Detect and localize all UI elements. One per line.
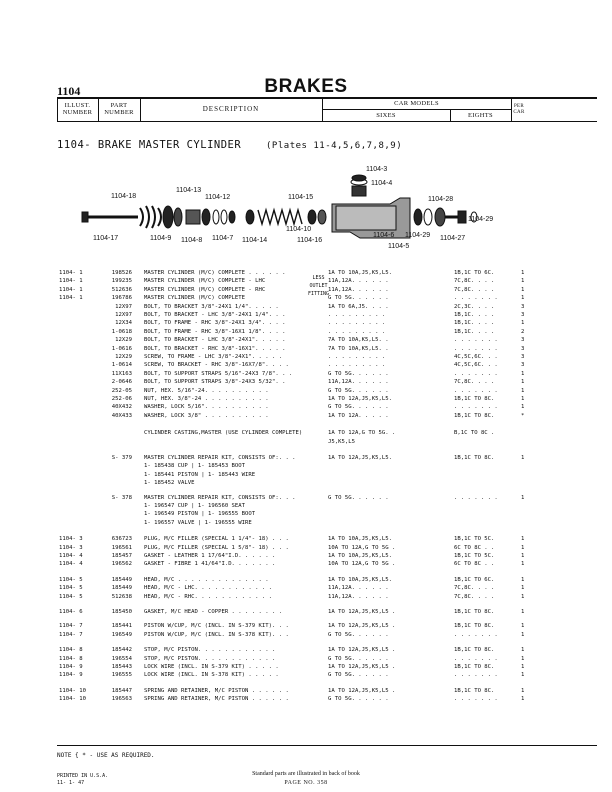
eights-cell: 7C,8C. . . . <box>454 585 495 592</box>
description-cell: 1- 185441 PISTON | 1- 185443 WIRE <box>144 471 256 478</box>
section-title: 1104- BRAKE MASTER CYLINDER <box>57 139 242 151</box>
part-number-cell: 196786 <box>111 295 132 302</box>
description-cell: PLUG, M/C FILLER (SPECIAL 1 1/4"- 18) . . . <box>144 536 289 543</box>
sixes-cell: G TO 5G. . . . . . <box>328 370 389 377</box>
per-car-cell: 1 <box>521 631 525 638</box>
illust-number-cell: 1104- 1 <box>59 278 83 285</box>
sixes-cell: 11A,12A. . . . . . <box>328 593 389 600</box>
per-car-cell: 1 <box>521 647 525 654</box>
sixes-cell: . . . . . . . . . <box>328 362 386 369</box>
part-number-cell: 185450 <box>111 609 132 615</box>
sixes-cell: . . . . . . . . . <box>328 320 386 327</box>
eights-cell: . . . . . . . <box>454 696 498 703</box>
per-car-cell: 1 <box>521 593 525 600</box>
eights-cell: 2C,3C. . . . <box>454 303 495 310</box>
part-number-cell: 196561 <box>111 544 132 551</box>
eights-cell: 1B,1C. . . . <box>454 320 495 327</box>
illust-number-cell: 1104- 5 <box>59 593 83 600</box>
table-row <box>0 593 612 602</box>
illust-number-cell: 1104- 4 <box>59 553 83 559</box>
description-cell: LOCK WIRE (INCL. IN S-378 KIT) . . . . . <box>144 672 279 679</box>
illust-number-cell: 1104- 9 <box>59 672 83 679</box>
callout-label: 1104-28 <box>428 196 454 203</box>
bracket-note: LESS OUTLET FITTING <box>308 275 330 297</box>
per-car-cell: 1 <box>521 687 525 694</box>
per-car-cell: 1 <box>521 494 525 501</box>
part-number-cell: 185457 <box>111 553 132 559</box>
page-title: BRAKES <box>264 76 348 97</box>
description-cell: 1- 196547 CUP | 1- 196560 SEAT <box>144 503 246 509</box>
callout-label: 1104-16 <box>297 237 323 244</box>
note: NOTE { * - USE AS REQUIRED. <box>57 752 155 759</box>
per-car-cell: 1 <box>521 655 525 662</box>
description-cell: GASKET - FIBRE 1 41/64"I.D. . . . . . . <box>144 561 276 568</box>
part-number-cell: 252-05 <box>111 387 132 394</box>
callout-label: 1104-18 <box>111 193 137 200</box>
eights-cell: 7C,8C. . . . <box>454 286 495 293</box>
part-number-cell: 199235 <box>111 278 132 285</box>
per-car-cell: 3 <box>521 354 525 360</box>
description-cell: CYLINDER CASTING,MASTER (USE CYLINDER COMPLETE) <box>144 430 303 437</box>
eights-cell: . . . . . . . <box>454 387 498 394</box>
description-cell: HEAD, M/C - LHC. . . . . . . . . . . . <box>144 585 272 592</box>
description-cell: STOP, M/C PISTON. . . . . . . . . . . . <box>144 655 276 662</box>
table-row <box>0 479 612 488</box>
callout-label: 1104-3 <box>366 166 388 173</box>
illust-number-cell: 1104- 5 <box>59 576 83 583</box>
description-cell: HEAD, M/C - RHC. . . . . . . . . . . . <box>144 593 272 600</box>
per-car-cell: 1 <box>521 278 525 285</box>
description-cell: PLUG, M/C FILLER (SPECIAL 1 5/8"- 18) . . . <box>144 544 289 551</box>
per-car-cell: 1 <box>521 379 525 386</box>
description-cell: BOLT, TO BRACKET - LHC 3/8"-24X1". . . . . <box>144 337 286 344</box>
description-cell: BOLT, TO SUPPORT STRAPS 5/16"-24X3 7/8". . . <box>144 370 293 377</box>
per-car-cell: 3 <box>521 362 525 369</box>
table-row <box>0 560 612 569</box>
part-number-cell: 1-0618 <box>111 328 132 335</box>
eights-cell: 1B,1C TO 8C. <box>454 396 495 402</box>
description-cell: SCREW, TO FRAME - LHC 3/8"-24X1". . . . . <box>144 354 283 360</box>
description-cell: MASTER CYLINDER REPAIR KIT, CONSISTS OF:. . . <box>144 455 296 461</box>
part-number-cell: S- 379 <box>111 455 132 461</box>
part-number-cell: 512638 <box>111 593 132 600</box>
sixes-cell: 1A TO 12A,J5,K5,L5 . <box>328 609 396 615</box>
header-top-rule <box>57 97 597 99</box>
car-models-header: CAR MODELS <box>394 100 439 107</box>
description-cell: NUT, HEX. 5/16"-24. . . . . . . . . . <box>144 387 269 394</box>
description-cell: 1- 185452 VALVE <box>144 480 195 487</box>
header-divider <box>322 109 511 110</box>
table-row <box>0 438 612 447</box>
description-cell: HEAD, M/C . . . . . . . . . . . . . . <box>144 576 269 583</box>
illust-number-header: ILLUST. NUMBER <box>62 102 93 116</box>
per-car-cell: 3 <box>521 312 525 318</box>
callout-label: 1104-15 <box>288 194 314 201</box>
per-car-cell: 1 <box>521 561 525 568</box>
eights-cell: . . . . . . . <box>454 295 498 302</box>
per-car-cell: 1 <box>521 609 525 615</box>
sixes-cell: 1A TO 12A,J5,K5,L5 . <box>328 687 396 694</box>
eights-cell: 7C,8C. . . . <box>454 593 495 600</box>
table-row <box>0 608 612 617</box>
eights-cell: 7C,8C. . . . <box>454 278 495 285</box>
per-car-cell: 1 <box>521 286 525 293</box>
illust-number-cell: 1104- 7 <box>59 623 83 630</box>
description-cell: MASTER CYLINDER (M/C) COMPLETE <box>144 295 246 302</box>
part-number-cell: 636723 <box>111 536 132 543</box>
eights-cell: 1B,1C. . . . <box>454 328 495 335</box>
sixes-cell: 1A TO 12A. . . . . <box>328 412 389 419</box>
description-cell: MASTER CYLINDER (M/C) COMPLETE - RHC <box>144 286 266 293</box>
sixes-cell: 11A,12A. . . . . . <box>328 278 389 285</box>
sixes-cell: . . . . . . . . . <box>328 354 386 360</box>
part-number-cell: 12X97 <box>115 312 132 318</box>
callout-label: 1104-10 <box>286 226 312 233</box>
description-cell: SPRING AND RETAINER, M/C PISTON . . . . . . <box>144 696 289 703</box>
sixes-cell: 1A TO 10A,J5,K5,L5. <box>328 576 392 583</box>
sixes-cell: 11A,12A. . . . . . <box>328 286 389 293</box>
header-bottom-rule <box>57 121 597 122</box>
page-number-footer: PAGE NO. 358 <box>284 780 328 786</box>
part-number-cell: 185443 <box>111 664 132 670</box>
per-car-cell: 1 <box>521 664 525 670</box>
part-number-cell: 512636 <box>111 286 132 293</box>
description-cell: WASHER, LOCK 5/16". . . . . . . . . . <box>144 404 269 411</box>
part-number-cell: 185449 <box>111 576 132 583</box>
eights-cell: 1B,1C TO 5C. <box>454 553 495 559</box>
callout-label: 1104-29 <box>405 232 431 239</box>
per-car-cell: 1 <box>521 404 525 411</box>
eights-cell: 6C TO 8C . . <box>454 561 495 568</box>
description-cell: GASKET, M/C HEAD - COPPER . . . . . . . . <box>144 609 283 615</box>
per-car-cell: 1 <box>521 576 525 583</box>
eights-cell: 7C,8C. . . . <box>454 379 495 386</box>
per-car-cell: 3 <box>521 337 525 344</box>
eights-cell: B,1C TO 8C . <box>454 430 495 437</box>
section-plates: (Plates 11-4,5,6,7,8,9) <box>266 141 403 151</box>
callout-label: 1104-5 <box>388 243 410 250</box>
eights-cell: 4C,5C,6C. . . <box>454 362 498 369</box>
eights-cell: 4C,5C,6C. . . <box>454 354 498 360</box>
description-cell: WASHER, LOCK 3/8" . . . . . . . . . . <box>144 412 269 419</box>
part-number-cell: 196555 <box>111 672 132 679</box>
callout-label: 1104-29 <box>468 216 494 223</box>
sixes-cell: 1A TO 10A,J5,K5,L5. <box>328 553 392 559</box>
sixes-cell: . . . . . . . . . <box>328 312 386 318</box>
description-cell: BOLT, TO FRAME - RHC 3/8"-16X1 1/8". . . . <box>144 328 286 335</box>
sixes-cell: G TO 5G. . . . . . <box>328 295 389 302</box>
description-cell: 1- 185438 CUP | 1- 185453 BOOT <box>144 463 246 470</box>
callout-label: 1104-27 <box>440 235 466 242</box>
eights-cell: . . . . . . . <box>454 631 498 638</box>
part-number-cell: 40X433 <box>111 412 132 419</box>
part-number-cell: 12X34 <box>115 320 132 327</box>
table-row <box>0 412 612 421</box>
sixes-cell: G TO 5G. . . . . . <box>328 387 389 394</box>
sixes-cell: G TO 5G. . . . . . <box>328 696 389 703</box>
per-car-cell: 1 <box>521 396 525 402</box>
printed-info: PRINTED IN U.S.A. 11- 1- 47 <box>57 773 109 786</box>
callout-label: 1104-17 <box>93 235 119 242</box>
eights-cell: . . . . . . . <box>454 494 498 501</box>
per-car-cell: 1 <box>521 455 525 461</box>
description-cell: SCREW, TO BRACKET - RHC 3/8"-16X7/8". . . . <box>144 362 289 369</box>
part-number-cell: 12X97 <box>115 303 132 310</box>
sixes-header: SIXES <box>376 112 396 119</box>
description-cell: MASTER CYLINDER REPAIR KIT, CONSISTS OF:. . . <box>144 494 296 501</box>
eights-cell: 6C TO 8C . . <box>454 544 495 551</box>
per-car-cell: 1 <box>521 370 525 377</box>
master-cylinder-diagram <box>60 160 520 260</box>
callout-label: 1104-4 <box>371 180 393 187</box>
description-cell: BOLT, TO BRACKET - RHC 3/8"-16X1". . . . . <box>144 345 286 352</box>
page-number: 1104 <box>57 84 81 98</box>
description-cell: 1- 196557 VALVE | 1- 196555 WIRE <box>144 519 252 526</box>
sixes-cell: . . . . . . . . . <box>328 328 386 335</box>
sixes-cell: G TO 5G. . . . . . <box>328 404 389 411</box>
per-car-cell: 1 <box>521 320 525 327</box>
per-car-cell: 1 <box>521 544 525 551</box>
callout-label: 1104-6 <box>373 232 395 239</box>
note-divider <box>57 745 597 746</box>
sixes-cell: G TO 5G. . . . . . <box>328 655 389 662</box>
per-car-cell: 3 <box>521 345 525 352</box>
eights-cell: . . . . . . . <box>454 370 498 377</box>
illust-number-cell: 1104- 1 <box>59 295 83 302</box>
callout-label: 1104-12 <box>205 194 231 201</box>
sixes-cell: 1A TO 12A,J5,K5,L5. <box>328 455 392 461</box>
description-cell: MASTER CYLINDER (M/C) COMPLETE - LHC <box>144 278 266 285</box>
sixes-cell: 10A TO 12A,G TO 5G . <box>328 561 396 568</box>
eights-cell: 1B,1C TO 8C. <box>454 664 495 670</box>
part-number-cell: 185449 <box>111 585 132 592</box>
description-cell: PISTON W/CUP, M/C (INCL. IN S-379 KIT). . . <box>144 623 289 630</box>
part-number-cell: 198526 <box>111 270 132 276</box>
part-number-cell: 1-0616 <box>111 345 132 352</box>
sixes-cell: 1A TO 12A,J5,K5,L5. <box>328 396 392 402</box>
sixes-cell: 1A TO 6A,J5. . . . <box>328 303 389 310</box>
eights-cell: . . . . . . . <box>454 345 498 352</box>
part-number-cell: 12X29 <box>115 354 132 360</box>
eights-cell: 1B,1C. . . . <box>454 312 495 318</box>
callout-label: 1104-13 <box>176 187 202 194</box>
standard-parts-note: Standard parts are illustrated in back of book <box>252 771 360 777</box>
description-cell: PISTON W/CUP, M/C (INCL. IN S-378 KIT). . . <box>144 631 289 638</box>
part-number-cell: 1-0614 <box>111 362 132 369</box>
description-cell: BOLT, TO BRACKET - LHC 3/8"-24X1 1/4". . . <box>144 312 286 318</box>
sixes-cell: G TO 5G. . . . . . <box>328 631 389 638</box>
description-cell: STOP, M/C PISTON. . . . . . . . . . . . <box>144 647 276 654</box>
eights-cell: 1B,1C TO 6C. <box>454 270 495 276</box>
callout-label: 1104-9 <box>150 235 172 242</box>
per-car-cell: 1 <box>521 553 525 559</box>
description-cell: MASTER CYLINDER (M/C) COMPLETE . . . . . . <box>144 270 286 276</box>
illust-number-cell: 1104- 3 <box>59 544 83 551</box>
illust-number-cell: 1104- 10 <box>59 696 86 703</box>
section-heading <box>57 139 402 151</box>
sixes-cell: 10A TO 12A,G TO 5G . <box>328 544 396 551</box>
description-cell: BOLT, TO SUPPORT STRAPS 3/8"-24X3 5/32". . <box>144 379 286 386</box>
eights-cell: 1B,1C TO 8C. <box>454 412 495 419</box>
eights-cell: 1B,1C TO 8C. <box>454 455 495 461</box>
eights-cell: . . . . . . . <box>454 655 498 662</box>
eights-cell: . . . . . . . <box>454 337 498 344</box>
per-car-cell: 1 <box>521 585 525 592</box>
per-car-cell: 3 <box>521 303 525 310</box>
illust-number-cell: 1104- 5 <box>59 585 83 592</box>
sixes-cell: G TO 5G. . . . . . <box>328 494 389 501</box>
per-car-cell: 1 <box>521 696 525 703</box>
per-car-cell: 1 <box>521 295 525 302</box>
per-car-header: PER CAR <box>513 104 525 115</box>
sixes-cell: 11A,12A. . . . . . <box>328 379 389 386</box>
sixes-cell: 1A TO 12A,J5,K5,L5 . <box>328 623 396 630</box>
part-number-cell: 196554 <box>111 655 132 662</box>
eights-cell: 1B,1C TO 6C. <box>454 576 495 583</box>
description-cell: BOLT, TO BRACKET 3/8"-24X1 1/4". . . . . <box>144 303 279 310</box>
part-number-header: PART NUMBER <box>104 102 134 116</box>
eights-cell: 1B,1C TO 5C. <box>454 536 495 543</box>
description-cell: LOCK WIRE (INCL. IN S-379 KIT) . . . . . <box>144 664 279 670</box>
per-car-cell: 1 <box>521 623 525 630</box>
per-car-cell: 1 <box>521 536 525 543</box>
callout-label: 1104-14 <box>242 237 268 244</box>
part-number-cell: 185442 <box>111 647 132 654</box>
eights-cell: . . . . . . . <box>454 404 498 411</box>
sixes-cell: 1A TO 10A,J5,K5,L5. <box>328 270 392 276</box>
eights-cell: 1B,1C TO 8C. <box>454 647 495 654</box>
per-car-cell: * <box>521 412 525 419</box>
part-number-cell: 252-06 <box>111 396 132 402</box>
description-cell: NUT, HEX. 3/8"-24 . . . . . . . . . . <box>144 396 269 402</box>
part-number-cell: 11X163 <box>111 370 132 377</box>
sixes-cell: 1A TO 12A,J5,K5,L5 . <box>328 664 396 670</box>
callout-label: 1104-8 <box>181 237 203 244</box>
sixes-cell: J5,K5,L5 <box>328 438 355 445</box>
sixes-cell: 7A TO 10A,K5,L5. . <box>328 337 389 344</box>
description-cell: BOLT, TO FRAME - RHC 3/8"-24X1 3/4". . . . <box>144 320 286 327</box>
part-number-cell: S- 378 <box>111 494 132 501</box>
sixes-cell: 1A TO 12A,G TO 5G. . <box>328 430 396 437</box>
part-number-cell: 40X432 <box>111 404 132 411</box>
part-number-cell: 185441 <box>111 623 132 630</box>
illust-number-cell: 1104- 3 <box>59 536 83 543</box>
illust-number-cell: 1104- 4 <box>59 561 83 568</box>
eights-cell: . . . . . . . <box>454 672 498 679</box>
per-car-cell: 1 <box>521 270 525 276</box>
part-number-cell: 196549 <box>111 631 132 638</box>
eights-cell: 1B,1C TO 8C. <box>454 687 495 694</box>
eights-cell: 1B,1C TO 8C. <box>454 609 495 615</box>
illust-number-cell: 1104- 9 <box>59 664 83 670</box>
sixes-cell: 7A TO 10A,K5,L5. . <box>328 345 389 352</box>
callout-label: 1104-7 <box>212 235 234 242</box>
illust-number-cell: 1104- 8 <box>59 655 83 662</box>
illust-number-cell: 1104- 1 <box>59 286 83 293</box>
part-number-cell: 196562 <box>111 561 132 568</box>
sixes-cell: G TO 5G. . . . . . <box>328 672 389 679</box>
description-header: DESCRIPTION <box>202 105 260 113</box>
per-car-cell: 2 <box>521 328 525 335</box>
table-row <box>0 695 612 704</box>
description-cell: GASKET - LEATHER 1 17/64"I.D. . . . . . <box>144 553 276 559</box>
eights-header: EIGHTS <box>468 112 493 119</box>
table-row <box>0 671 612 680</box>
illust-number-cell: 1104- 1 <box>59 270 83 276</box>
illust-number-cell: 1104- 6 <box>59 609 83 615</box>
sixes-cell: 1A TO 10A,J5,K5,L5. <box>328 536 392 543</box>
part-number-cell: 12X29 <box>115 337 132 344</box>
sixes-cell: 11A,12A. . . . . . <box>328 585 389 592</box>
table-row <box>0 519 612 528</box>
per-car-cell: 1 <box>521 672 525 679</box>
table-row <box>0 631 612 640</box>
part-number-cell: 196563 <box>111 696 132 703</box>
illust-number-cell: 1104- 8 <box>59 647 83 654</box>
description-cell: 1- 196549 PISTON | 1- 196555 BOOT <box>144 511 256 518</box>
sixes-cell: 1A TO 12A,J5,K5,L5 . <box>328 647 396 654</box>
per-car-cell: 1 <box>521 387 525 394</box>
illust-number-cell: 1104- 7 <box>59 631 83 638</box>
description-cell: SPRING AND RETAINER, M/C PISTON . . . . . . <box>144 687 289 694</box>
eights-cell: 1B,1C TO 8C. <box>454 623 495 630</box>
part-number-cell: 185447 <box>111 687 132 694</box>
illust-number-cell: 1104- 10 <box>59 687 86 694</box>
part-number-cell: 2-0646 <box>111 379 132 386</box>
